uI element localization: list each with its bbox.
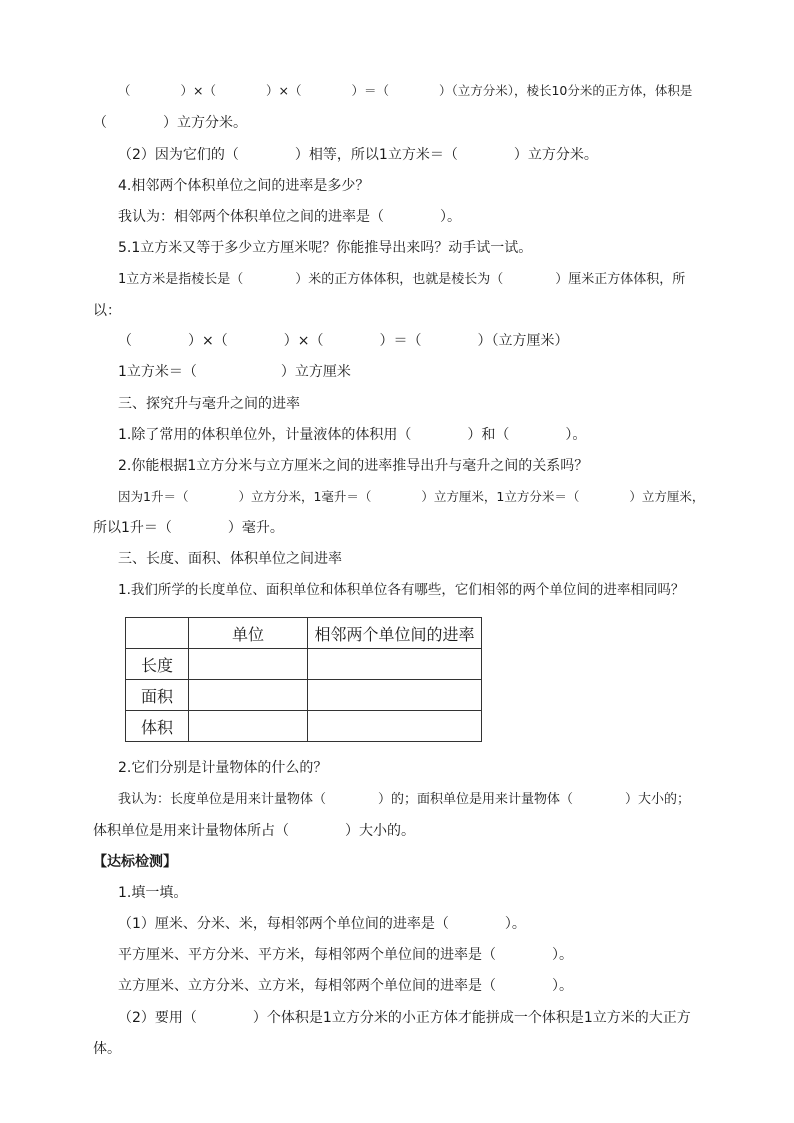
line-12: 1.除了常用的体积单位外，计量液体的体积用（ ）和（ ）。 <box>118 427 587 443</box>
line-6: 5.1立方米又等于多少立方厘米呢？你能推导出来吗？动手试一试。 <box>118 240 533 256</box>
line-27: 体。 <box>93 1041 121 1057</box>
table-cell <box>189 680 308 711</box>
line-1: （ ）×（ ）×（ ）＝（ ）（立方分米），棱长10分米的正方体，体积是 <box>118 83 693 98</box>
line-20: 体积单位是用来计量物体所占（ ）大小的。 <box>93 823 415 839</box>
table-row-label: 长度 <box>126 649 189 680</box>
line-26: （2）要用（ ）个体积是1立方分米的小正方体才能拼成一个体积是1立方米的大正方 <box>118 1010 691 1026</box>
line-18: 2.它们分别是计量物体的什么的？ <box>118 760 328 776</box>
section-heading-liter: 三、探究升与毫升之间的进率 <box>118 396 300 412</box>
line-10: 1立方米＝（ ）立方厘米 <box>118 364 351 380</box>
line-8: 以： <box>93 303 121 319</box>
table-row-label: 面积 <box>126 680 189 711</box>
line-5: 我认为：相邻两个体积单位之间的进率是（ ）。 <box>118 209 461 225</box>
line-19: 我认为：长度单位是用来计量物体（ ）的；面积单位是用来计量物体（ ）大小的； <box>118 792 691 807</box>
table-header-cell: 相邻两个单位间的进率 <box>308 618 482 649</box>
line-13: 2.你能根据1立方分米与立方厘米之间的进率推导出升与毫升之间的关系吗？ <box>118 458 589 474</box>
line-7: 1立方米是指棱长是（ ）米的正方体体积，也就是棱长为（ ）厘米正方体体积，所 <box>118 272 686 287</box>
line-24: 平方厘米、平方分米、平方米，每相邻两个单位间的进率是（ ）。 <box>118 947 573 963</box>
line-22: 1.填一填。 <box>118 885 188 901</box>
table-header-cell <box>126 618 189 649</box>
line-3: （2）因为它们的（ ）相等，所以1立方米＝（ ）立方分米。 <box>118 147 598 163</box>
line-25: 立方厘米、立方分米、立方米，每相邻两个单位间的进率是（ ）。 <box>118 978 573 994</box>
table-cell <box>189 711 308 742</box>
table-cell <box>308 711 482 742</box>
section-heading-test: 【达标检测】 <box>93 854 177 870</box>
table-cell <box>308 649 482 680</box>
table-row <box>126 680 482 711</box>
section-heading-units: 三、长度、面积、体积单位之间进率 <box>118 551 342 567</box>
line-2: （ ）立方分米。 <box>93 115 247 131</box>
units-table <box>125 617 482 742</box>
line-15: 所以1升＝（ ）毫升。 <box>93 520 284 536</box>
table-header-row <box>126 618 482 649</box>
table-cell <box>308 680 482 711</box>
line-4: 4.相邻两个体积单位之间的进率是多少？ <box>118 178 370 194</box>
table-header-cell: 单位 <box>189 618 308 649</box>
line-9: （ ）×（ ）×（ ）＝（ ）（立方厘米） <box>118 333 569 349</box>
line-23: （1）厘米、分米、米，每相邻两个单位间的进率是（ ）。 <box>118 916 526 932</box>
table-row <box>126 711 482 742</box>
table-row <box>126 649 482 680</box>
line-17: 1.我们所学的长度单位、面积单位和体积单位各有哪些，它们相邻的两个单位间的进率相同吗？ <box>118 582 685 598</box>
table-row-label: 体积 <box>126 711 189 742</box>
table-cell <box>189 649 308 680</box>
line-14: 因为1升＝（ ）立方分米，1毫升＝（ ）立方厘米，1立方分米＝（ ）立方厘米， <box>118 489 705 504</box>
